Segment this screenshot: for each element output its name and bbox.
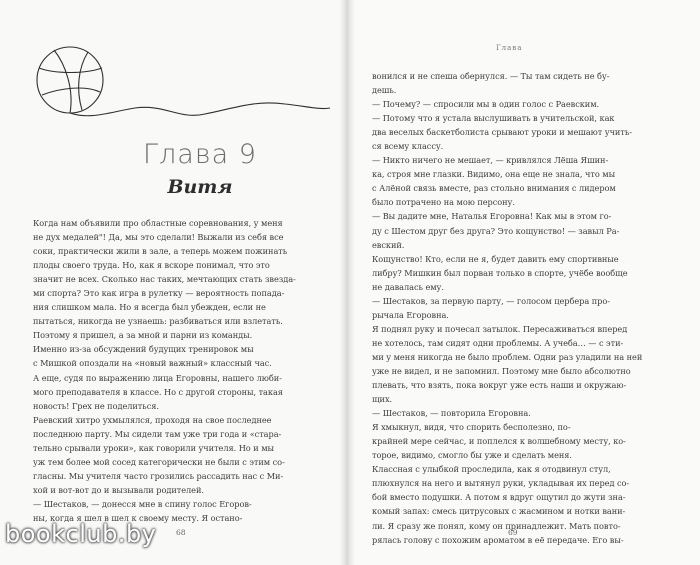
text-line: — Никто ничего не мешает, — кривлялся Лёша Яшин- — [372, 155, 609, 166]
text-line: последнюю парту. Мы сидели там уже три года и «стара- — [33, 428, 282, 439]
text-line: с Мишкой опоздали на «новый важный» классный час. — [33, 358, 272, 369]
text-line: евский. — [372, 239, 405, 250]
text-line: бой вместо подушки. А потом я вдруг ощутил до жути зна- — [372, 492, 626, 503]
text-line: ся всему классу. — [372, 141, 444, 152]
watermark-logo: bookclub.by — [5, 520, 157, 548]
text-line: Я хмыкнул, видя, что спорить бесполезно, по- — [372, 422, 571, 433]
text-line: Кощунство! Кто, если не я, будет давить ему спортивные — [372, 253, 619, 264]
text-line: два веселых баскетболиста срывают уроки и мешают учить- — [372, 127, 632, 138]
text-line: ны, когда я шел в шел к своему месту. Я остано- — [33, 512, 243, 523]
text-line: крайней мере сейчас, и поплелся к волшебному месту, ко- — [372, 436, 626, 447]
text-line: уж тем более мой сосед категорически не были с этим со- — [33, 456, 285, 467]
text-line: пытаться, никогда не узнаешь: разбиваться или взлетать. — [33, 316, 283, 327]
text-line: Когда нам объявили про областные соревнования, у меня — [33, 218, 283, 228]
text-line: плюхнулся на него и вытянул руки, укладывая их перед со- — [372, 478, 630, 489]
chapter-subtitle: Витя — [167, 176, 233, 198]
text-line: мого преподавателя в классе. Но с другой стороны, такая — [33, 386, 283, 397]
text-line: ми спорта? Это как игра в рулетку — вероятность попада- — [33, 288, 285, 299]
text-line: ния слишком мала. Но я всегда был убежден, если не — [33, 302, 266, 313]
basketball-icon — [30, 40, 340, 150]
text-line: торое, видимо, смогло бы уже и сделать меня. — [372, 450, 572, 461]
text-line: не хотелось, там сидят одни проблемы. А учеба… — с эти- — [372, 337, 624, 348]
chapter-title: Глава 9 — [143, 139, 257, 170]
text-line: — Вы дадите мне, Наталья Егоровна! Как мы в этом го- — [372, 211, 612, 222]
text-line: — Шестаков, за первую парту, — голосом цербера про- — [372, 295, 610, 306]
book-spine — [339, 0, 355, 565]
text-line: соки, практически жили в зале, а теперь можем пожинать — [33, 246, 288, 257]
text-line: комый запах: смесь цитрусовых с жасмином и нотки вани- — [372, 506, 626, 517]
text-line: не дух медалей"! Да, мы это сделали! Выжали из себя все — [33, 232, 284, 243]
text-line: либру? Мишкин был порван только в спорте, учёбе вообще — [372, 267, 628, 278]
text-line: — Потому что я устала выслушивать в учительской, как — [372, 113, 615, 124]
text-line: ка, строя мне глазки. Видимо, она еще не знала, что мы — [372, 169, 616, 180]
text-line: — Шестаков, — повторила Егоровна. — [372, 408, 531, 419]
text-line: было потрачено на мою персону. — [372, 197, 515, 208]
text-line: новость! Грех не поделиться. — [33, 400, 159, 411]
text-line: вонился и не спеша обернулся. — Ты там сидеть не бу- — [372, 71, 610, 81]
text-line: рычала Егоровна. — [372, 309, 449, 320]
text-line: Поэтому я пришел, а за мной и парни из команды. — [33, 330, 253, 341]
running-head: Глава — [496, 44, 523, 52]
text-line: щих. — [372, 394, 393, 405]
text-line: ду с Шестом друг без друга? Это кощунство! — завыл Ра- — [372, 225, 620, 236]
text-line: тельно срывали уроки», как говорили учителя. Но и мы — [33, 442, 274, 453]
text-line: ли. Я сразу же понял, кому он принадлежит. Мать повто- — [372, 520, 621, 531]
text-line: хой и вот-вот до и вызывали родителей. — [33, 484, 204, 495]
text-line: рялась голову с похожим ароматом в её передаче. Его вы- — [372, 534, 624, 545]
left-page-number: 68 — [176, 528, 186, 537]
text-line: — Почему? — спросили мы в один голос с Раевским. — [372, 99, 600, 110]
text-line: Классная с улыбкой проследила, как я отодвинул стул, — [372, 464, 611, 475]
text-line: Я поднял руку и почесал затылок. Пересаживаться вперед — [372, 323, 628, 334]
text-line: ми у меня никогда не было проблем. Одни раз уладили на ней — [372, 351, 643, 362]
text-line: с Алёной связь вместе, раз стольно внимания с лидером — [372, 183, 616, 194]
text-line: значит не всех. Сколько нас таких, мечтающих стать звезда- — [33, 274, 296, 285]
text-line: — Шестаков, — донесся мне в спину голос Егоров- — [33, 498, 252, 509]
text-line: уже не видел, и не запомнил. Поэтому мне было абсолютно — [372, 365, 631, 376]
text-line: А еще, судя по выражению лица Егоровны, нашего люби- — [33, 372, 282, 383]
text-line: плоды своего труда. Но, как я вскоре понимал, что это — [33, 260, 270, 271]
right-page-text — [372, 69, 659, 547]
text-line: дешь. — [372, 85, 397, 96]
text-line: Раевский хитро ухмылялся, проходя на свое последнее — [33, 414, 272, 425]
left-page-text — [33, 216, 315, 525]
text-line: Именно из-за обсуждений будущих тренировок мы — [33, 344, 254, 355]
text-line: гласны. Мы учителя часто грозились рассадить нас с Ми- — [33, 470, 284, 481]
text-line: плевать, что взять, пока вокруг уже есть наши и окружаю- — [372, 380, 627, 391]
right-page-number: 69 — [508, 528, 518, 537]
text-line: не давалась ему. — [372, 281, 444, 292]
